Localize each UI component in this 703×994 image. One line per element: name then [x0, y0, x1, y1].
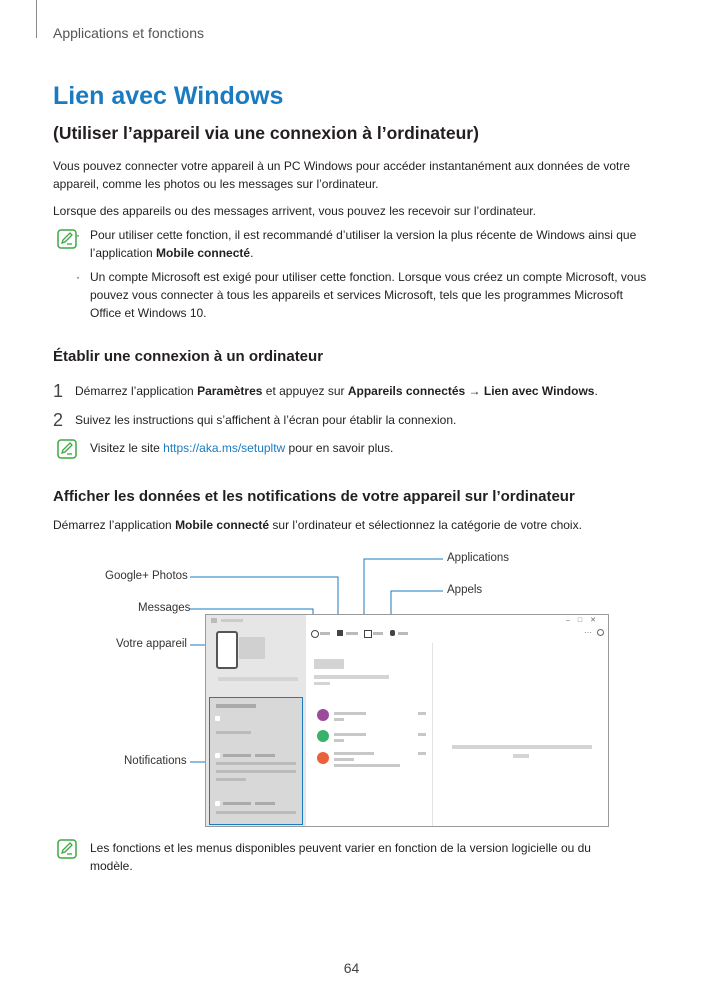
step-1-text: Démarrez l’application Paramètres et appuyez sur Appareils connectés → Lien avec Windows. [75, 384, 598, 398]
section2-intro: Démarrez l’application Mobile connecté sur l’ordinateur et sélectionnez la catégorie de votre choix. [53, 518, 582, 532]
step-2: 2 [53, 410, 64, 430]
callout-appels: Appels [447, 584, 483, 596]
callout-applications: Applications [447, 552, 510, 564]
step-1: 1 [53, 381, 64, 401]
callout-votre-appareil: Votre appareil [116, 638, 187, 650]
contact-avatar [317, 752, 329, 764]
contact-avatar [317, 730, 329, 742]
page-subtitle: (Utiliser l’appareil via une connexion à l’ordinateur) [53, 123, 479, 143]
calls-tab-icon[interactable] [390, 630, 395, 636]
photos-tab-icon[interactable] [337, 630, 343, 636]
section-heading-connection: Établir une connexion à un ordinateur [53, 348, 324, 365]
more-icon[interactable]: ··· [584, 628, 592, 637]
app-window [205, 614, 609, 827]
section-header: Applications et fonctions [53, 25, 204, 41]
contact-avatar [317, 709, 329, 721]
section-heading-display: Afficher les données et les notifications de votre appareil sur l’ordinateur [53, 488, 575, 505]
phone-icon [216, 631, 238, 669]
callout-google-photos: Google+ Photos [105, 570, 188, 582]
note-bullet-1: · Pour utiliser cette fonction, il est recommandé d’utiliser la version la plus récente de Windows ainsi que l’application Mobile connecté. [76, 228, 637, 260]
messages-tab-icon[interactable] [311, 630, 319, 638]
footer-note: Les fonctions et les menus disponibles peuvent varier en fonction de la version logicielle ou du modèle. [90, 841, 591, 873]
setup-note: Visitez le site https://aka.ms/setupltw pour en savoir plus. [90, 441, 394, 455]
window-controls[interactable]: –□✕ [566, 617, 605, 624]
apps-tab-icon[interactable] [364, 630, 372, 638]
note-icon [57, 839, 77, 864]
settings-icon[interactable] [597, 629, 604, 636]
page-title: Lien avec Windows [53, 82, 284, 110]
step-2-text: Suivez les instructions qui s’affichent à l’écran pour établir la connexion. [75, 413, 457, 427]
page-number: 64 [343, 960, 360, 976]
callout-messages: Messages [138, 602, 191, 614]
mobile-connecte-bold: Mobile connecté [156, 246, 251, 260]
callout-notifications: Notifications [124, 755, 187, 767]
setup-link[interactable]: https://aka.ms/setupltw [163, 441, 286, 455]
notifications-panel[interactable] [209, 697, 303, 825]
note-bullet-2: · Un compte Microsoft est exigé pour utiliser cette fonction. Lorsque vous créez un compte Microsoft, vous pouvez vous connecter à tous les appareils et services Microsoft, tels que les programmes Microsoft Office et Windows 10. [76, 270, 647, 320]
intro-paragraph-2: Lorsque des appareils ou des messages arrivent, vous pouvez les recevoir sur l’ordinateur. [53, 204, 536, 218]
intro-paragraph-1: Vous pouvez connecter votre appareil à un PC Windows pour accéder instantanément aux données de votre appareil, comme les photos ou les messages sur l’ordinateur. [53, 159, 631, 191]
